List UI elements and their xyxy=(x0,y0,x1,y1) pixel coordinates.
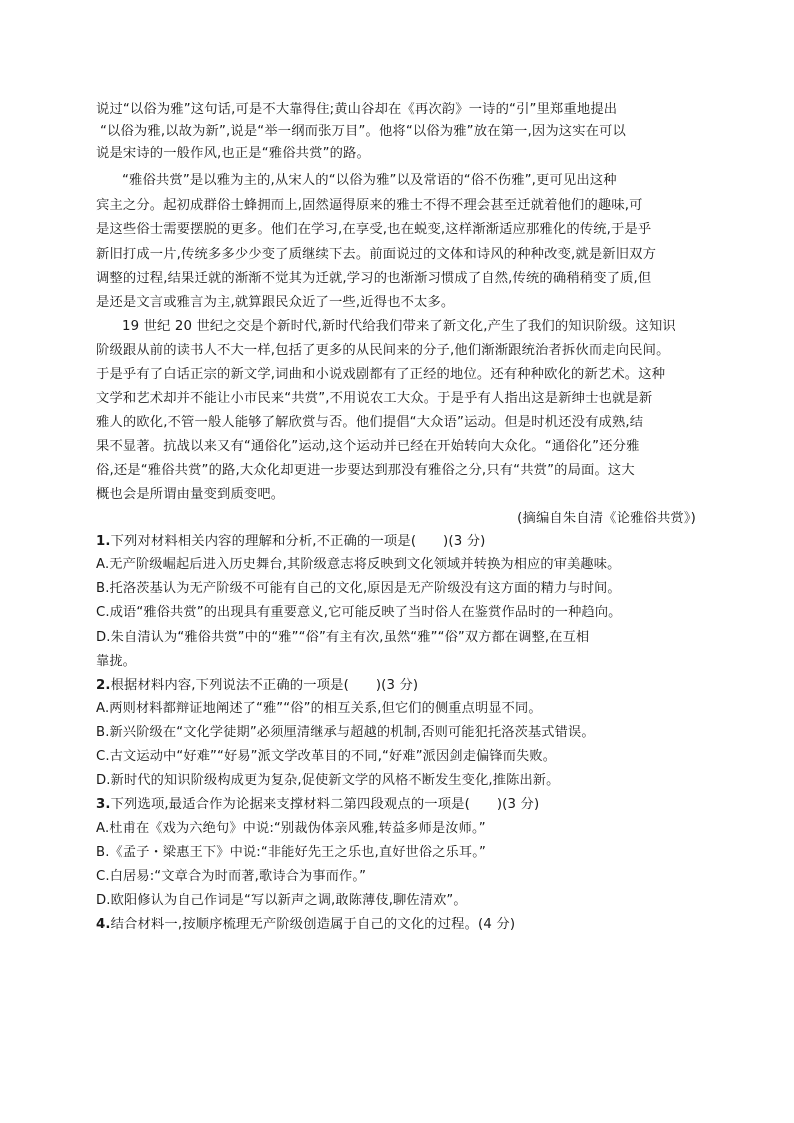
question-2 xyxy=(96,675,696,697)
question-4 xyxy=(96,914,696,936)
passage-line: “雅俗共赏”是以雅为主的,从宋人的“以俗为雅”以及常语的“俗不伤雅”,更可见出这种 xyxy=(122,173,617,188)
question-stem: 根据材料内容,下列说法不正确的一项是( )(3 分) xyxy=(110,678,419,693)
passage-line: 说过“以俗为雅”这句话,可是不大靠得住;黄山谷却在《再次韵》一诗的“引”里郑重地提出 xyxy=(96,102,618,117)
passage-line: 是这些俗士需要摆脱的更多。他们在学习,在享受,也在蜕变,这样渐渐适应那雅化的传统,于是乎 xyxy=(96,222,652,237)
passage-line: “以俗为雅,以故为新”,说是“举一纲而张万目”。他将“以俗为雅”放在第一,因为这实在可以 xyxy=(100,124,627,139)
option-b: B.新兴阶级在“文化学徒期”必须厘清继承与超越的机制,否则可能犯托洛茨基式错误。 xyxy=(96,725,595,740)
question-stem: 下列选项,最适合作为论据来支撑材料二第四段观点的一项是( )(3 分) xyxy=(110,797,540,812)
question-number: 4. xyxy=(96,917,111,932)
question-number: 3. xyxy=(96,797,111,812)
passage-line: 文学和艺术却并不能让小市民来“共赏”,不用说农工大众。于是乎有人指出这是新绅士也就是新 xyxy=(96,391,653,406)
option-c: C.古文运动中“好难”“好易”派文学改革目的不同,“好难”派因剑走偏锋而失败。 xyxy=(96,749,557,764)
option-d: D.欧阳修认为自己作词是“写以新声之调,敢陈薄伎,聊佐清欢”。 xyxy=(96,893,467,908)
option-b: B.托洛茨基认为无产阶级不可能有自己的文化,原因是无产阶级没有这方面的精力与时间。 xyxy=(96,581,621,596)
passage-line: 果不显著。抗战以来又有“通俗化”运动,这个运动并已经在开始转向大众化。“通俗化”还分雅 xyxy=(96,439,640,454)
option-d-continued: 靠拢。 xyxy=(96,654,137,669)
option-c: C.白居易:“文章合为时而著,歌诗合为事而作。” xyxy=(96,869,367,884)
passage-line: 概也会是所谓由量变到质变吧。 xyxy=(96,487,285,502)
passage-line: 俗,还是“雅俗共赏”的路,大众化却更进一步要达到那没有雅俗之分,只有“共赏”的局面。这大 xyxy=(96,463,635,478)
option-a: A.无产阶级崛起后进入历史舞台,其阶级意志将反映到文化领域并转换为相应的审美趣味。 xyxy=(96,557,621,572)
passage-line: 宾主之分。起初成群俗士蜂拥而上,固然逼得原来的雅士不得不理会甚至迁就着他们的趣味,可 xyxy=(96,198,643,213)
passage-line: 于是乎有了白话正宗的新文学,词曲和小说戏剧都有了正经的地位。还有种种欧化的新艺术。这种 xyxy=(96,367,666,382)
option-d: D.朱自清认为“雅俗共赏”中的“雅”“俗”有主有次,虽然“雅”“俗”双方都在调整,在互相 xyxy=(96,630,590,645)
option-c: C.成语“雅俗共赏”的出现具有重要意义,它可能反映了当时俗人在鉴赏作品时的一种趋向。 xyxy=(96,605,622,620)
option-a: A.杜甫在《戏为六绝句》中说:“别裁伪体亲风雅,转益多师是汝师。” xyxy=(96,821,486,836)
option-b: B.《孟子・梁惠王下》中说:“非能好先王之乐也,直好世俗之乐耳。” xyxy=(96,845,486,860)
passage-line: 雅人的欧化,不管一般人能够了解欣赏与否。他们提倡“大众语”运动。但是时机还没有成熟,结 xyxy=(96,415,644,430)
question-3 xyxy=(96,794,696,816)
passage-line: 阶级跟从前的读书人不大一样,包括了更多的从民间来的分子,他们渐渐跟统治者拆伙而走向民间。 xyxy=(96,343,670,358)
option-d: D.新时代的知识阶级构成更为复杂,促使新文学的风格不断发生变化,推陈出新。 xyxy=(96,773,560,788)
passage-line: 调整的过程,结果迁就的渐渐不觉其为迁就,学习的也渐渐习惯成了自然,传统的确稍稍变了质,但 xyxy=(96,271,652,286)
passage-line: 是还是文言或雅言为主,就算跟民众近了一些,近得也不太多。 xyxy=(96,295,455,310)
passage-line: 说是宋诗的一般作风,也正是“雅俗共赏”的路。 xyxy=(96,146,370,161)
passage-line: 新旧打成一片,传统多多少少变了质继续下去。前面说过的文体和诗风的种种改变,就是新旧双方 xyxy=(96,247,657,262)
option-a: A.两则材料都辩证地阐述了“雅”“俗”的相互关系,但它们的侧重点明显不同。 xyxy=(96,701,542,716)
question-1 xyxy=(96,531,696,553)
question-stem: 结合材料一,按顺序梳理无产阶级创造属于自己的文化的过程。(4 分) xyxy=(110,917,516,932)
question-number: 2. xyxy=(96,678,111,693)
question-stem: 下列对材料相关内容的理解和分析,不正确的一项是( )(3 分) xyxy=(110,534,486,549)
source-citation: (摘编自朱自清《论雅俗共赏》) xyxy=(517,511,696,526)
passage-line: 19 世纪 20 世纪之交是个新时代,新时代给我们带来了新文化,产生了我们的知识阶级。这知识 xyxy=(122,319,676,334)
question-number: 1. xyxy=(96,534,111,549)
